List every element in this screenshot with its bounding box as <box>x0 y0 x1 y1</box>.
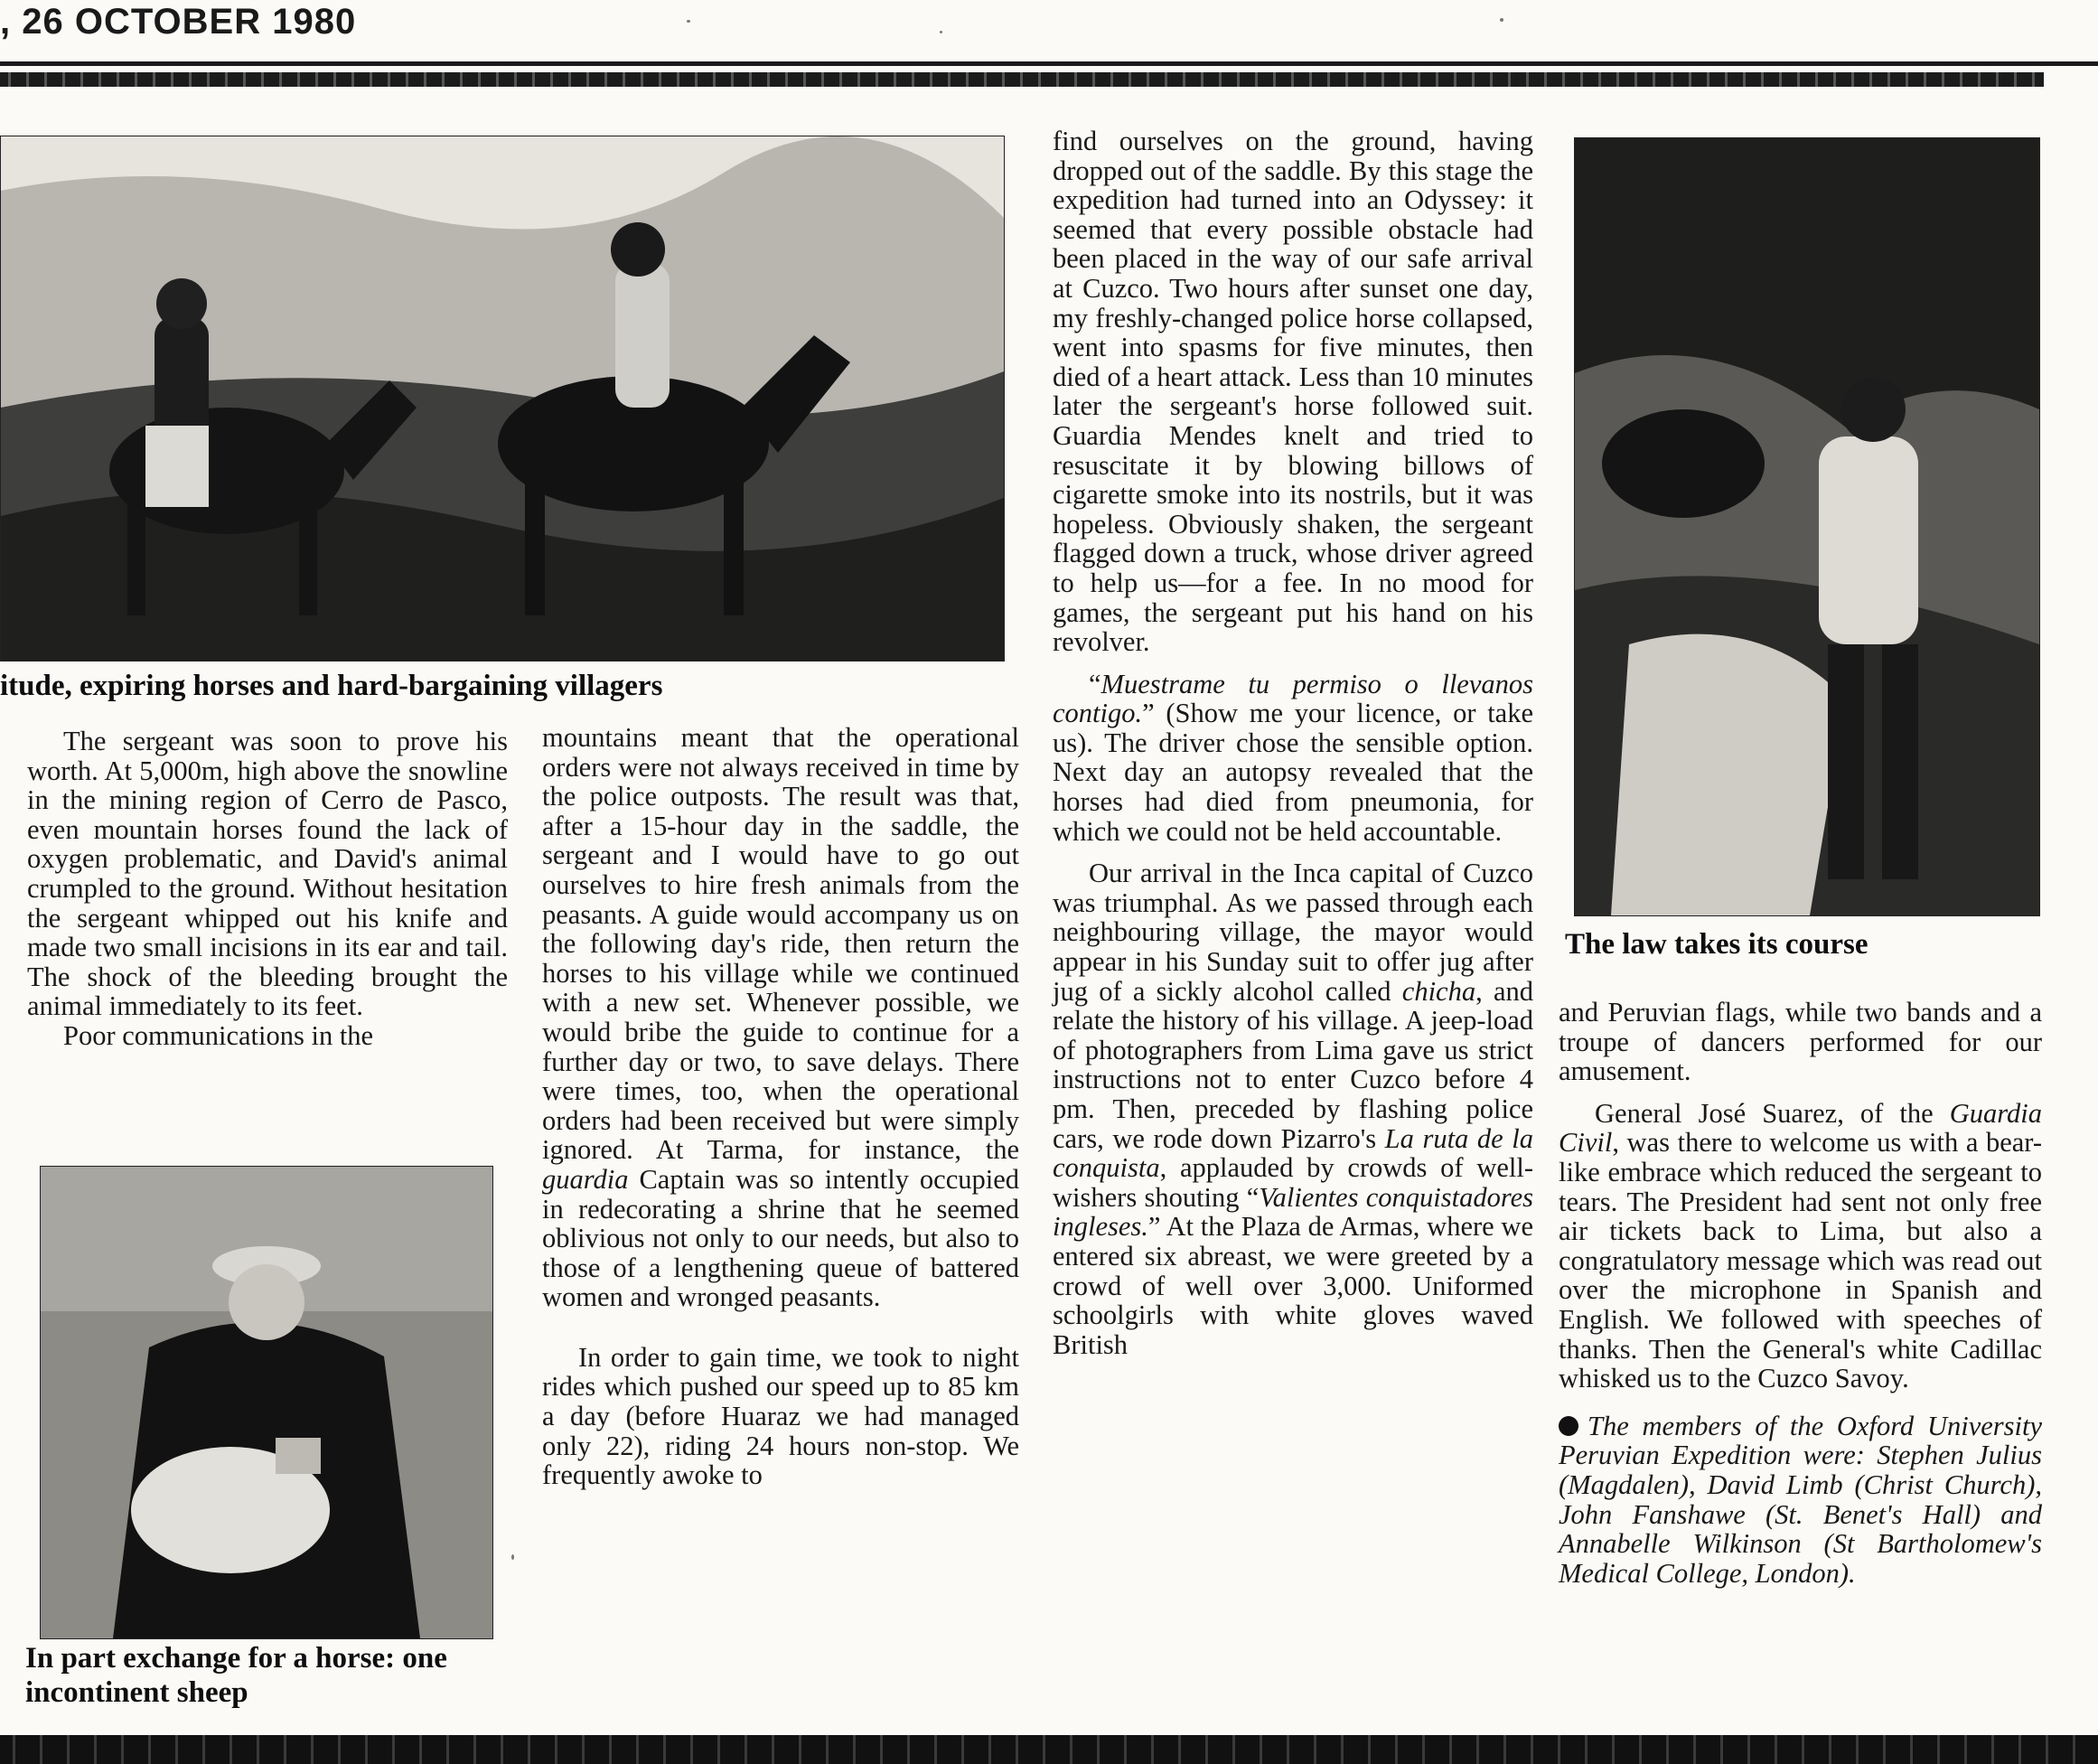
expedition-members-note: The members of the Oxford University Peruvian Expedition were: Stephen Julius (Magdalen), David Limb (Christ Church), John Fanshawe (St. Benet's Hall) and Annabelle Wilkinson (St Bartholomew's Medical College, London). <box>1559 1410 2042 1589</box>
article-column-2 <box>542 723 1019 1490</box>
article-column-3 <box>1053 127 1533 1359</box>
paragraph: Poor communications in the <box>63 1019 374 1051</box>
paragraph: In order to gain time, we took to night rides which pushed our speed up to 85 km a day (before Huaraz we had managed only 22), riding 24 hours non-stop. We frequently awoke to <box>542 1341 1019 1491</box>
bottom-rule <box>0 1735 2098 1764</box>
horses-caption: itude, expiring horses and hard-bargaining villagers <box>0 670 663 702</box>
paragraph: General José Suarez, of the Guardia Civil, was there to welcome us with a bear-like embrace which reduced the sergeant to tears. The President had sent not only free air tickets back to Lima, but also a congratulatory message which was read out over the microphone in Spanish and English. We followed with speeches of thanks. Then the General's white Cadillac whisked us to the Cuzco Savoy. <box>1559 1097 2042 1394</box>
scan-speck <box>511 1554 514 1560</box>
paragraph: Our arrival in the Inca capital of Cuzco was triumphal. As we passed through each neighbouring village, the mayor would appear in his Sunday suit to offer jug after jug of a sickly alcohol called chicha, and relate the history of his village. A jeep-load of photographers from Lima gave us strict instructions not to enter Cuzco before 4 pm. Then, preceded by flashing police cars, we rode down Pizarro's La ruta de la conquista, applauded by crowds of well-wishers shouting “Valientes conquistadores ingleses.” At the Plaza de Armas, where we entered six abreast, we were greeted by a crowd of well over 3,000. Uniformed schoolgirls with white gloves waved British <box>1053 858 1533 1360</box>
paragraph: The sergeant was soon to prove his worth. At 5,000m, high above the snowline in the mining region of Cerro de Pasco, even mountain horses found the lack of oxygen problematic, and David's animal crumpled to the ground. Without hesitation the sergeant whipped out his knife and made two small incisions in its ear and tail. The shock of the bleeding brought the animal immediately to its feet. <box>27 726 508 1022</box>
article-column-1 <box>27 727 508 1051</box>
paragraph: and Peruvian flags, while two bands and a troupe of dancers performed for our amusement. <box>1559 997 2042 1087</box>
sheep-caption: In part exchange for a horse: one incontinent sheep <box>25 1642 447 1709</box>
paragraph: mountains meant that the operational orders were not always received in time by the police outposts. The result was that, after a 15-hour day in the saddle, the sergeant and I would have to go out ourselves to hire fresh animals from the peasants. A guide would accompany us on the following day's ride, then return the horses to his village while we continued with a new set. Whenever possible, we would bribe the guide to continue for a further day or two, to save delays. There were times, too, when the operational orders had been received but were simply ignored. At Tarma, for instance, the guardia Captain was so intently occupied in redecorating a shrine that he seemed oblivious not only to our needs, but also to those of a lengthening queue of battered women and wronged peasants. <box>542 722 1019 1313</box>
sheep-photo <box>40 1166 493 1639</box>
paragraph: “Muestrame tu permiso o llevanos contigo.” (Show me your licence, or take us). The driver chose the sensible option. Next day an autopsy revealed that the horses had died from pneumonia, for which we could not be held accountable. <box>1053 668 1533 847</box>
header-rule-dashed <box>0 72 2098 87</box>
header-rule <box>0 61 2098 66</box>
scan-speck <box>687 20 690 23</box>
scan-speck <box>940 31 942 33</box>
scan-speck <box>1500 18 1503 22</box>
law-photo <box>1574 137 2040 916</box>
bullet-icon <box>1559 1416 1578 1436</box>
page-margin <box>2044 66 2098 1735</box>
dateline: , 26 OCTOBER 1980 <box>0 2 357 42</box>
horses-photo <box>0 136 1005 662</box>
paragraph: find ourselves on the ground, having dropped out of the saddle. By this stage the expedition had turned into an Odyssey: it seemed that every possible obstacle had been placed in the way of our safe arrival at Cuzco. Two hours after sunset one day, my freshly-changed police horse collapsed, went into spasms for five minutes, then died of a heart attack. Less than 10 minutes later the sergeant's horse followed suit. Guardia Mendes knelt and tried to resuscitate it by blowing billows of cigarette smoke into its nostrils, but it was hopeless. Obviously shaken, the sergeant flagged down a truck, whose driver agreed to help us—for a fee. In no mood for games, the sergeant put his hand on his revolver. <box>1053 126 1533 658</box>
law-caption: The law takes its course <box>1565 928 1869 961</box>
article-column-4 <box>1559 998 2042 1588</box>
